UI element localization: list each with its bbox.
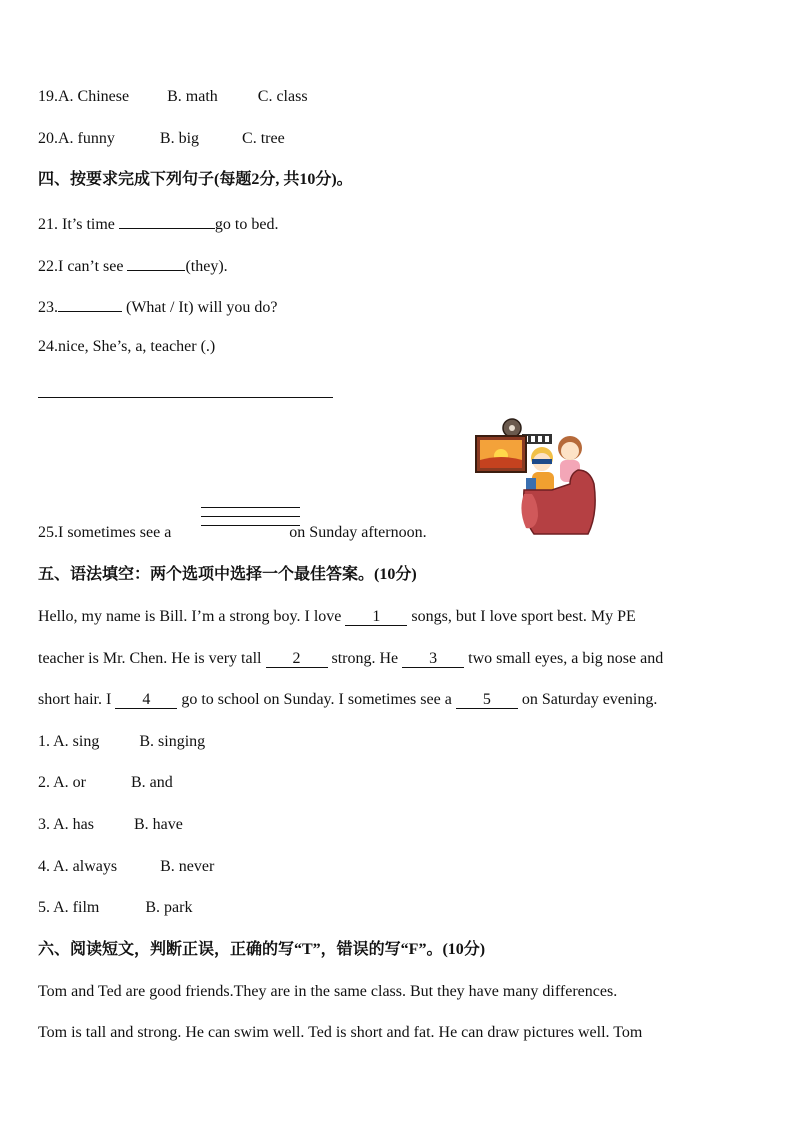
passage-line-1 xyxy=(38,607,636,627)
question-text: 25.I sometimes see a xyxy=(38,524,176,541)
option-b: B. math xyxy=(167,88,218,105)
film-watching-icon xyxy=(470,418,602,540)
passage-text: two small eyes, a big nose and xyxy=(464,650,664,667)
passage-line-3 xyxy=(38,690,657,710)
option-a[interactable]: 1. A. sing xyxy=(38,733,100,750)
passage-text: short hair. I xyxy=(38,691,116,708)
section-5-heading: 五、语法填空：两个选项中选择一个最佳答案。(10分) xyxy=(38,566,417,583)
question-text: 22.I can’t see xyxy=(38,258,128,275)
option-b[interactable]: B. park xyxy=(145,899,193,916)
question-20 xyxy=(38,129,285,149)
answer-blank[interactable] xyxy=(127,254,185,271)
option-b[interactable]: B. singing xyxy=(139,733,206,750)
section-4-heading: 四、按要求完成下列句子(每题2分, 共10分)。 xyxy=(38,171,353,188)
question-text: 23. xyxy=(38,299,58,316)
answer-blank[interactable] xyxy=(119,212,215,229)
blank-5[interactable]: 5 xyxy=(456,692,518,709)
answer-line[interactable] xyxy=(38,397,333,398)
option-row-5 xyxy=(38,898,192,918)
question-number: 19. xyxy=(38,88,58,105)
option-a[interactable]: 4. A. always xyxy=(38,858,118,875)
option-b[interactable]: B. never xyxy=(160,858,215,875)
passage-text: songs, but I love sport best. My PE xyxy=(407,608,636,625)
option-a: A. Chinese xyxy=(58,88,130,105)
passage-text: strong. He xyxy=(327,650,403,667)
blank-1[interactable]: 1 xyxy=(345,609,407,626)
blank-4[interactable]: 4 xyxy=(115,692,177,709)
option-row-1 xyxy=(38,732,205,752)
question-text-end: (What / It) will you do? xyxy=(122,299,278,316)
question-text-end: go to bed. xyxy=(214,216,279,233)
option-c: C. class xyxy=(257,88,308,105)
answer-blank[interactable] xyxy=(58,295,122,312)
option-row-3 xyxy=(38,815,183,835)
question-23 xyxy=(38,295,278,318)
cinema-illustration xyxy=(470,418,602,540)
option-b[interactable]: B. and xyxy=(131,774,173,791)
option-row-2 xyxy=(38,773,173,793)
option-c: C. tree xyxy=(242,130,285,147)
question-number: 20. xyxy=(38,130,58,147)
question-text-end: (they). xyxy=(185,258,228,275)
question-19 xyxy=(38,87,308,107)
passage-text: teacher is Mr. Chen. He is very tall xyxy=(38,650,266,667)
answer-line-2[interactable] xyxy=(201,516,300,517)
question-text-end: on Sunday afternoon. xyxy=(285,524,427,541)
question-21 xyxy=(38,212,278,235)
option-b: B. big xyxy=(159,130,200,147)
question-text: 21. It’s time xyxy=(38,216,119,233)
blank-2[interactable]: 2 xyxy=(266,651,328,668)
section-6-heading: 六、阅读短文，判断正误，正确的写“T”，错误的写“F”。(10分) xyxy=(38,941,486,958)
question-24: 24.nice, She’s, a, teacher (.) xyxy=(38,338,216,355)
question-25 xyxy=(38,523,427,543)
option-b[interactable]: B. have xyxy=(134,816,183,833)
reading-line-2: Tom is tall and strong. He can swim well. Ted is short and fat. He can draw pictures well. Tom xyxy=(38,1024,643,1041)
reading-line-1: Tom and Ted are good friends.They are in the same class. But they have many differences. xyxy=(38,983,618,1000)
option-row-4 xyxy=(38,857,214,877)
passage-text: go to school on Sunday. I sometimes see a xyxy=(177,691,456,708)
passage-line-2 xyxy=(38,649,663,669)
passage-text: on Saturday evening. xyxy=(517,691,658,708)
blank-3[interactable]: 3 xyxy=(402,651,464,668)
answer-line-1[interactable] xyxy=(201,507,300,508)
option-a[interactable]: 5. A. film xyxy=(38,899,100,916)
option-a[interactable]: 3. A. has xyxy=(38,816,94,833)
option-a[interactable]: 2. A. or xyxy=(38,774,86,791)
passage-text: Hello, my name is Bill. I’m a strong boy. I love xyxy=(38,608,346,625)
question-22 xyxy=(38,254,228,277)
option-a: A. funny xyxy=(58,130,115,147)
